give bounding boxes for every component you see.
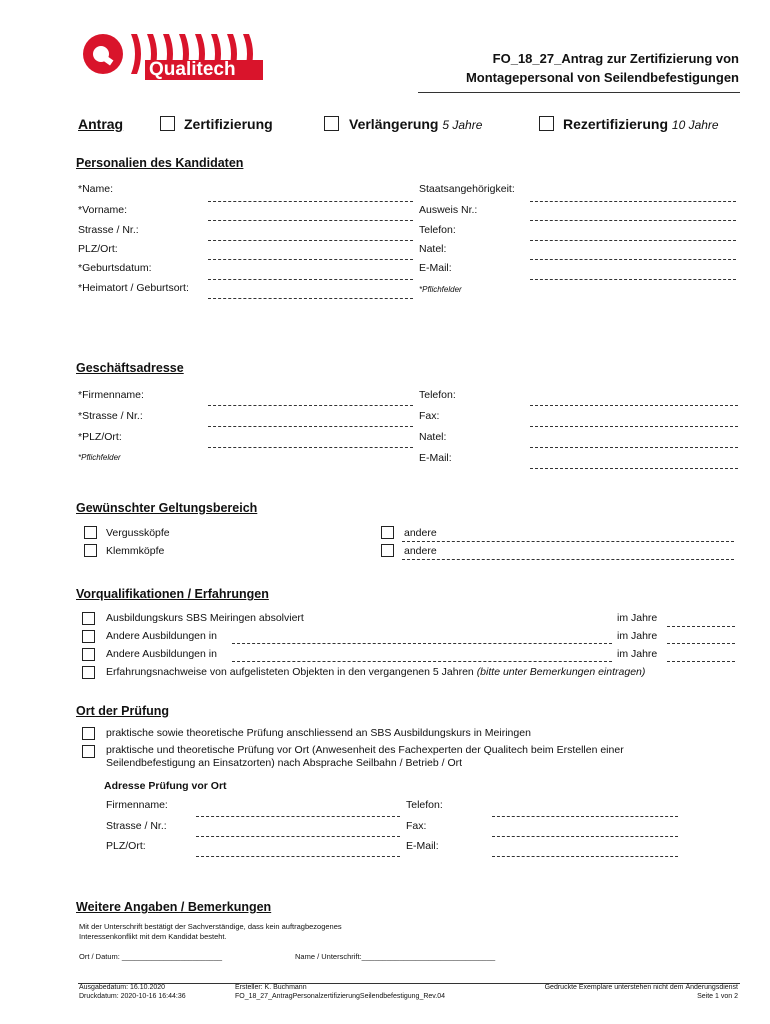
rezertifizierung-suffix: 10 Jahre — [671, 118, 719, 132]
andere-1-field[interactable] — [402, 541, 734, 542]
vorq-3-checkbox[interactable] — [82, 648, 95, 661]
vergusskoepfe-checkbox[interactable] — [84, 526, 97, 539]
heimatort-label: *Heimatort / Geburtsort: — [78, 282, 189, 294]
weitere-text-line1: Mit der Unterschrift bestätigt der Sachverständige, dass kein auftragbezogenes — [79, 922, 342, 931]
vorq-2-label: Andere Ausbildungen in — [106, 630, 217, 642]
rezertifizierung-checkbox[interactable] — [539, 116, 554, 131]
firma-fax-label: Fax: — [419, 410, 440, 422]
verlaengerung-label — [349, 116, 482, 132]
ort-fax-field[interactable] — [492, 836, 678, 837]
ort-1-checkbox[interactable] — [82, 727, 95, 740]
vorname-field[interactable] — [208, 220, 413, 221]
weitere-text-line2: Interessenkonflikt mit dem Kandidat besteht. — [79, 932, 227, 941]
vergusskoepfe-label: Vergussköpfe — [106, 527, 170, 539]
vorq-3-year-label: im Jahre — [617, 648, 658, 660]
vorq-4-label — [106, 666, 645, 678]
title-line-2: Montagepersonal von Seilendbefestigungen — [465, 70, 739, 85]
vorq-3-field[interactable] — [232, 661, 612, 662]
personalien-heading: Personalien des Kandidaten — [76, 156, 244, 170]
firma-strasse-field[interactable] — [208, 426, 413, 427]
firma-telefon-field[interactable] — [530, 405, 738, 406]
firma-natel-label: Natel: — [419, 431, 447, 443]
weitere-heading: Weitere Angaben / Bemerkungen — [76, 900, 272, 914]
vorq-4-note: (bitte unter Bemerkungen eintragen) — [476, 666, 646, 678]
aenderungsdienst-notice: Gedruckte Exemplare unterstehen nicht dem Änderungsdienst — [544, 984, 738, 991]
ort-1-label: praktische sowie theoretische Prüfung anschliessend an SBS Ausbildungskurs in Meiringen — [106, 727, 531, 739]
heimatort-field[interactable] — [208, 298, 413, 299]
title-line-1: FO_18_27_Antrag zur Zertifizierung von — [492, 51, 739, 66]
natel-label: Natel: — [419, 243, 447, 255]
zertifizierung-checkbox[interactable] — [160, 116, 175, 131]
firma-fax-field[interactable] — [530, 426, 738, 427]
andere-2-label: andere — [404, 545, 437, 557]
verlaengerung-checkbox[interactable] — [324, 116, 339, 131]
ort-strasse-field[interactable] — [196, 836, 400, 837]
document-title — [466, 49, 739, 87]
ausweis-field[interactable] — [530, 220, 736, 221]
plz-ort-label: PLZ/Ort: — [78, 243, 118, 255]
vorq-1-checkbox[interactable] — [82, 612, 95, 625]
email-field[interactable] — [530, 279, 736, 280]
vorq-2-year-label: im Jahre — [617, 630, 658, 642]
antrag-label: Antrag — [78, 116, 124, 132]
vorq-2-checkbox[interactable] — [82, 630, 95, 643]
name-unterschrift-field[interactable]: Name / Unterschrift:________________________________ — [295, 952, 496, 961]
ort-email-label: E-Mail: — [406, 840, 439, 852]
ausweis-label: Ausweis Nr.: — [419, 204, 478, 216]
vorq-4-checkbox[interactable] — [82, 666, 95, 679]
firma-plz-ort-label: *PLZ/Ort: — [78, 431, 122, 443]
strasse-label: Strasse / Nr.: — [78, 224, 139, 236]
klemmkoepfe-checkbox[interactable] — [84, 544, 97, 557]
ort-telefon-label: Telefon: — [406, 799, 443, 811]
logo-text: Qualitech — [149, 59, 236, 80]
ort-firmenname-field[interactable] — [196, 816, 400, 817]
geltung-heading: Gewünschter Geltungsbereich — [76, 501, 258, 515]
vorq-4-text: Erfahrungsnachweise von aufgelisteten Objekten in den vergangenen 5 Jahren — [106, 666, 474, 678]
andere-1-label: andere — [404, 527, 437, 539]
adresse-pruefung-heading: Adresse Prüfung vor Ort — [104, 780, 227, 792]
firma-telefon-label: Telefon: — [419, 389, 456, 401]
ort-2-checkbox[interactable] — [82, 745, 95, 758]
telefon-label: Telefon: — [419, 224, 456, 236]
vorq-1-year-field[interactable] — [667, 626, 735, 627]
vorq-2-field[interactable] — [232, 643, 612, 644]
strasse-field[interactable] — [208, 240, 413, 241]
vorq-3-year-field[interactable] — [667, 661, 735, 662]
ort-fax-label: Fax: — [406, 820, 427, 832]
ort-plz-ort-label: PLZ/Ort: — [106, 840, 146, 852]
email-label: E-Mail: — [419, 262, 452, 274]
vorq-heading: Vorqualifikationen / Erfahrungen — [76, 587, 269, 601]
ersteller: Ersteller: K. Buchmann — [235, 984, 307, 991]
firmenname-label: *Firmenname: — [78, 389, 144, 401]
page-number: Seite 1 von 2 — [697, 993, 738, 1000]
staatsangehoerigkeit-field[interactable] — [530, 201, 736, 202]
ort-2-line1: praktische und theoretische Prüfung vor Ort (Anwesenheit des Fachexperten der Qualitech beim Erstellen einer — [106, 744, 624, 756]
firma-email-field[interactable] — [530, 468, 738, 469]
ort-datum-field[interactable]: Ort / Datum: ________________________ — [79, 952, 223, 961]
vorq-3-label: Andere Ausbildungen in — [106, 648, 217, 660]
firma-pflichtfelder-note: *Pflichfelder — [78, 453, 121, 462]
geburtsdatum-field[interactable] — [208, 279, 413, 280]
ausgabedatum: Ausgabedatum: 16.10.2020 — [79, 984, 166, 991]
ort-telefon-field[interactable] — [492, 816, 678, 817]
plz-ort-field[interactable] — [208, 259, 413, 260]
andere-2-field[interactable] — [402, 559, 734, 560]
firma-plz-ort-field[interactable] — [208, 447, 413, 448]
name-label: *Name: — [78, 183, 114, 195]
geschaeft-heading: Geschäftsadresse — [76, 361, 184, 375]
rezertifizierung-label — [563, 116, 719, 132]
firmenname-field[interactable] — [208, 405, 413, 406]
vorname-label: *Vorname: — [78, 204, 128, 216]
verlaengerung-suffix: 5 Jahre — [442, 118, 483, 132]
firma-natel-field[interactable] — [530, 447, 738, 448]
ort-email-field[interactable] — [492, 856, 678, 857]
ort-strasse-label: Strasse / Nr.: — [106, 820, 167, 832]
zertifizierung-label: Zertifizierung — [184, 116, 273, 132]
qualitech-logo — [79, 32, 265, 82]
druckdatum: Druckdatum: 2020-10-16 16:44:36 — [79, 993, 186, 1000]
ort-heading: Ort der Prüfung — [76, 704, 170, 718]
staatsangehoerigkeit-label: Staatsangehörigkeit: — [419, 183, 515, 195]
natel-field[interactable] — [530, 259, 736, 260]
andere-2-checkbox[interactable] — [381, 544, 394, 557]
ort-firmenname-label: Firmenname: — [106, 799, 168, 811]
andere-1-checkbox[interactable] — [381, 526, 394, 539]
ort-plz-ort-field[interactable] — [196, 856, 400, 857]
pflichtfelder-note: *Pflichfelder — [419, 285, 462, 294]
name-field[interactable] — [208, 201, 413, 202]
ort-2-line2: Seilendbefestigung an Einsatzorten) nach Absprache Seilbahn / Betrieb / Ort — [106, 757, 463, 769]
verlaengerung-text: Verlängerung — [349, 116, 439, 132]
firma-strasse-label: *Strasse / Nr.: — [78, 410, 143, 422]
rezertifizierung-text: Rezertifizierung — [563, 116, 669, 132]
vorq-2-year-field[interactable] — [667, 643, 735, 644]
vorq-1-label: Ausbildungskurs SBS Meiringen absolviert — [106, 612, 304, 624]
geburtsdatum-label: *Geburtsdatum: — [78, 262, 152, 274]
filename: FO_18_27_AntragPersonalzertifizierungSeilendbefestigung_Rev.04 — [235, 993, 446, 1000]
firma-email-label: E-Mail: — [419, 452, 452, 464]
vorq-1-year-label: im Jahre — [617, 612, 658, 624]
header-divider — [418, 92, 740, 93]
telefon-field[interactable] — [530, 240, 736, 241]
klemmkoepfe-label: Klemmköpfe — [106, 545, 165, 557]
